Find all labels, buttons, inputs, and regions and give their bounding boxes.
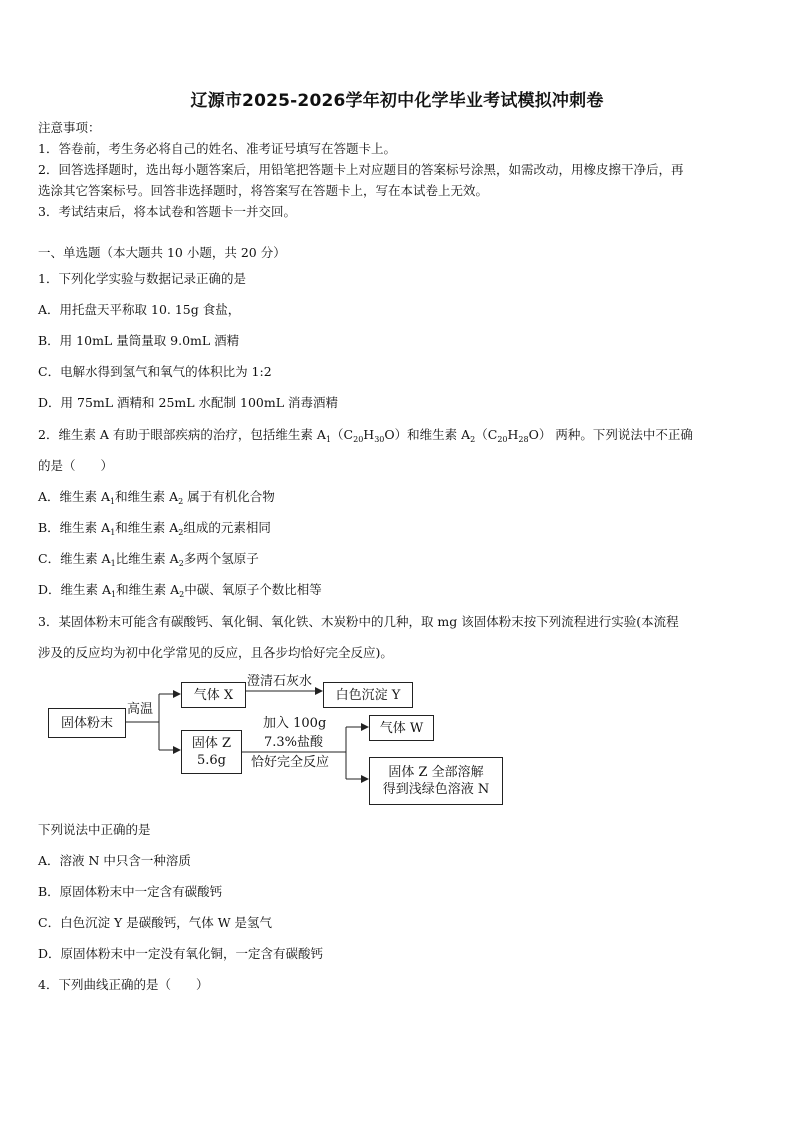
q3-option-b: B．原固体粉末中一定含有碳酸钙 bbox=[38, 884, 223, 899]
q2-stem-line-1: 2．维生素 A 有助于眼部疾病的治疗，包括维生素 $A_1(C_{20}H_{30}O)$和维生素 $A_2(C_{20}H_{28}O)$ 两种。下列说法中不正确 bbox=[38, 427, 693, 444]
q2-option-b: B．维生素 $A_1$和维生素 $A_2$组成的元素相同 bbox=[38, 520, 271, 537]
solid-z-mass: 5.6g bbox=[197, 753, 226, 768]
limewater-label: 澄清石灰水 bbox=[247, 674, 313, 689]
solid-z-box bbox=[181, 730, 242, 774]
notice-item-2-line-2: 选涂其它答案标号。回答非选择题时，将答案写在答题卡上，写在本试卷上无效。 bbox=[38, 183, 489, 198]
q2-option-c: C．维生素 $A_1$比维生素 $A_2$多两个氢原子 bbox=[38, 551, 259, 568]
notice-item-3: 3．考试结束后，将本试卷和答题卡一并交回。 bbox=[38, 204, 296, 219]
acid-label-line-1: 加入 100g bbox=[263, 716, 327, 731]
page-title: 辽源市2025-2026学年初中化学毕业考试模拟冲刺卷 bbox=[190, 91, 604, 111]
q3-stem-line-2: 涉及的反应均为初中化学常见的反应，且各步均恰好完全反应)。 bbox=[38, 645, 393, 660]
q3-prompt: 下列说法中正确的是 bbox=[38, 822, 151, 837]
q2-stem-line-2: 的是（ ） bbox=[38, 458, 114, 473]
q4-stem: 4．下列曲线正确的是（ ） bbox=[38, 977, 209, 992]
solution-n-line-1: 固体 Z 全部溶解 bbox=[388, 765, 484, 780]
q3-option-a: A．溶液 N 中只含一种溶质 bbox=[38, 853, 191, 868]
notice-heading: 注意事项： bbox=[38, 120, 101, 135]
acid-label-line-2: 7.3%盐酸 bbox=[264, 735, 324, 750]
gas-w-box: 气体 W bbox=[369, 715, 434, 741]
q1-option-d: D．用 75mL 酒精和 25mL 水配制 100mL 消毒酒精 bbox=[38, 395, 338, 410]
q1-option-c: C．电解水得到氢气和氧气的体积比为 1:2 bbox=[38, 364, 272, 379]
high-temp-label: 高温 bbox=[127, 702, 154, 717]
solution-n-box bbox=[369, 757, 503, 805]
gas-x-box: 气体 X bbox=[181, 682, 246, 708]
q2-option-d: D．维生素 $A_1$和维生素 $A_2$中碳、氧原子个数比相等 bbox=[38, 582, 322, 599]
q3-option-d: D．原固体粉末中一定没有氧化铜，一定含有碳酸钙 bbox=[38, 946, 324, 961]
acid-label-line-3: 恰好完全反应 bbox=[251, 755, 330, 770]
q1-option-b: B．用 10mL 量筒量取 9.0mL 酒精 bbox=[38, 333, 240, 348]
q2-option-a: A．维生素 $A_1$和维生素 $A_2$ 属于有机化合物 bbox=[38, 489, 275, 506]
notice-item-2-line-1: 2．回答选择题时，选出每小题答案后，用铅笔把答题卡上对应题目的答案标号涂黑，如需改动，用橡皮擦干净后，再 bbox=[38, 162, 684, 177]
solution-n-line-2: 得到浅绿色溶液 N bbox=[382, 782, 490, 797]
solid-powder-box: 固体粉末 bbox=[48, 708, 126, 738]
q1-stem: 1．下列化学实验与数据记录正确的是 bbox=[38, 271, 246, 286]
q3-stem-line-1: 3．某固体粉末可能含有碳酸钙、氧化铜、氧化铁、木炭粉中的几种，取 mg 该固体粉末按下列流程进行实验(本流程 bbox=[38, 614, 679, 629]
q3-option-c: C．白色沉淀 Y 是碳酸钙，气体 W 是氢气 bbox=[38, 915, 273, 930]
solid-z-label: 固体 Z bbox=[191, 736, 232, 751]
section-heading: 一、单选题（本大题共 10 小题，共 20 分） bbox=[38, 245, 286, 260]
notice-item-1: 1．答卷前，考生务必将自己的姓名、准考证号填写在答题卡上。 bbox=[38, 141, 396, 156]
q1-option-a: A．用托盘天平称取 10. 15g 食盐， bbox=[38, 302, 241, 317]
white-precipitate-box: 白色沉淀 Y bbox=[323, 682, 413, 708]
